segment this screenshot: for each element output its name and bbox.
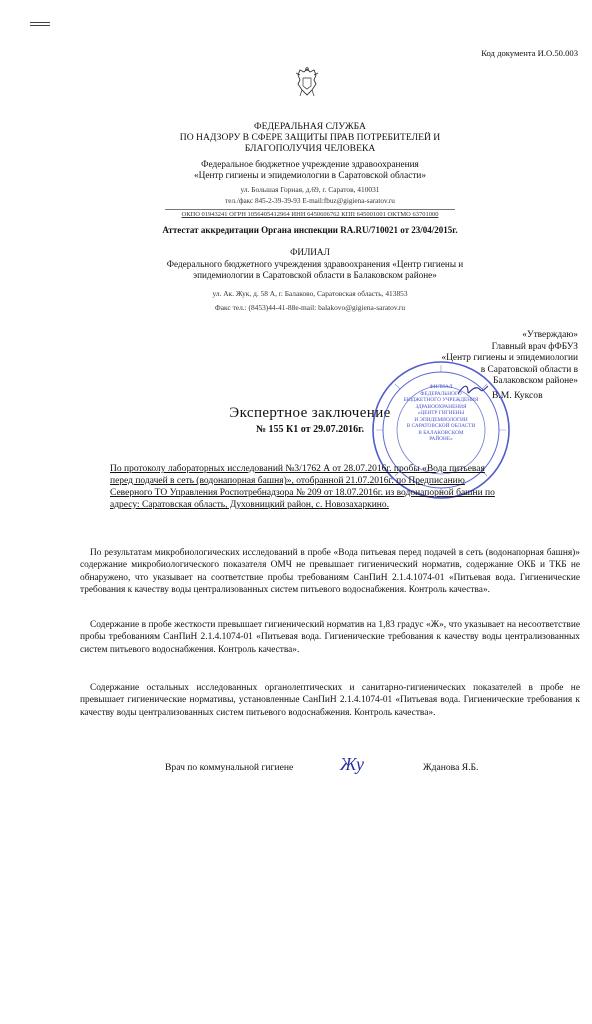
approval-line: Главный врач фФБУЗ bbox=[491, 341, 578, 352]
branch-address: ул. Ак. Жук, д. 58 А, г. Балаково, Саратовская область, 413853 bbox=[212, 289, 408, 298]
stamp-line: В САРАТОВСКОЙ ОБЛАСТИ bbox=[406, 423, 476, 429]
institution-line: «Центр гигиены и эпидемиологии в Саратовской области» bbox=[193, 171, 427, 181]
paragraph-hardness: Содержание в пробе жесткости превышает гигиенический норматив на 1,83 градус «Ж», что указывает на несоответствие пробы требованиям СанПиН 2.1.4.1074-01 «Питьевая вода. Гигиенические требования к качеству воды централизованных систем питьевого водоснабжения. Контроль качества». bbox=[80, 620, 580, 655]
divider bbox=[165, 209, 455, 210]
stamp-line: ФЕДЕРАЛЬНОГО bbox=[420, 390, 462, 397]
basis-line: адресу: Саратовская область, Духовницкий район, с. Новозахаркино. bbox=[110, 500, 389, 510]
institution-codes: ОКПО 01943241 ОГРН 1056405412964 ИНН 6450606762 КПП 645001001 ОКТМО 63701000 bbox=[181, 211, 439, 218]
coat-of-arms-icon bbox=[294, 66, 320, 98]
institution-name bbox=[140, 160, 480, 182]
agency-name bbox=[140, 121, 480, 154]
approval-line: «Утверждаю» bbox=[522, 330, 578, 340]
approval-line: «Центр гигиены и эпидемиологии bbox=[441, 353, 578, 364]
scan-mark bbox=[30, 22, 50, 27]
basis-text bbox=[110, 463, 570, 511]
approval-line: Балаковском районе» bbox=[492, 376, 578, 387]
basis-line: перед подачей в сеть (водонапорная башня)», отобранной 21.07.2016г. по Предписанию bbox=[110, 476, 465, 486]
signature: Жу bbox=[340, 754, 364, 774]
document-code: Код документа И.О.50.003 bbox=[481, 48, 578, 58]
conclusion-number: № 155 К1 от 29.07.2016г. bbox=[256, 424, 364, 435]
stamp-line: И ЭПИДЕМИОЛОГИИ bbox=[414, 416, 468, 423]
stamp-line: «ЦЕНТР ГИГИЕНЫ bbox=[417, 410, 465, 416]
paragraph-other-indicators: Содержание остальных исследованных органолептических и санитарно-гигиенических показателей в пробе не превышает гигиенические нормативы, установленные СанПиН 2.1.4.1074-01 «Питьевая вода. Гигиенические требования к качеству воды централизованных систем питьевого водоснабжения. Контроль качества». bbox=[80, 683, 580, 718]
approval-signer: В.М. Куксов bbox=[492, 390, 543, 401]
agency-line: БЛАГОПОЛУЧИЯ ЧЕЛОВЕКА bbox=[244, 143, 376, 154]
stamp-line: ФИЛИАЛ bbox=[429, 384, 453, 390]
basis-line: Северного ТО Управления Роспотребнадзора № 209 от 18.07.2016г. из водонапорной башни по bbox=[110, 488, 495, 498]
signer-name: Жданова Я.Б. bbox=[423, 762, 479, 773]
accreditation: Аттестат аккредитации Органа инспекции RA.RU/710021 от 23/04/2015г. bbox=[162, 225, 458, 235]
stamp-line: В БАЛАКОВСКОМ bbox=[418, 429, 464, 436]
branch-name-line: эпидемиологии в Саратовской области в Балаковском районе» bbox=[193, 270, 437, 280]
stamp-line: РАЙОНЕ» bbox=[429, 436, 453, 442]
agency-line: ПО НАДЗОРУ В СФЕРЕ ЗАЩИТЫ ПРАВ ПОТРЕБИТЕЛЕЙ И bbox=[179, 132, 441, 143]
paragraph-microbiology: По результатам микробиологических исследований в пробе «Вода питьевая перед подачей в сеть (водонапорная башня)» содержание микробиологического показателя ОМЧ не превышает гигиенический норматив, содержание ОКБ и ТКБ не обнаружено, что указывает на соответствие пробы требованиям СанПиН 2.1.4.1074-01 «Питьевая вода. Гигиенические требования к качеству воды централизованных систем питьевого водоснабжения. Контроль качества». bbox=[80, 548, 580, 596]
stamp-text bbox=[391, 384, 491, 443]
conclusion-title: Экспертное заключение bbox=[229, 405, 391, 421]
institution-line: Федеральное бюджетное учреждение здравоохранения bbox=[201, 160, 419, 170]
institution-contacts: тел./факс 845-2-39-39-93 E-mail:fbuz@gigiena-saratov.ru bbox=[225, 197, 395, 205]
branch-contacts: Факс тел.: (8453)44-41-88е-mail: balakovo@gigiena-saratov.ru bbox=[214, 303, 406, 312]
branch-name-line: Федерального бюджетного учреждения здравоохранения «Центр гигиены и bbox=[166, 259, 464, 269]
basis-line: По протоколу лабораторных исследований №3/1762 А от 28.07.2016г. пробы «Вода питьевая bbox=[110, 464, 485, 474]
agency-line: ФЕДЕРАЛЬНАЯ СЛУЖБА bbox=[254, 121, 366, 132]
stamp-line: ЗДРАВООХРАНЕНИЯ bbox=[415, 403, 467, 410]
signer-role: Врач по коммунальной гигиене bbox=[165, 762, 294, 773]
institution-address: ул. Большая Горная, д.69, г. Саратов, 410031 bbox=[240, 185, 380, 194]
branch-title: ФИЛИАЛ bbox=[290, 247, 330, 257]
stamp-line: БЮДЖЕТНОГО УЧРЕЖДЕНИЯ bbox=[403, 397, 479, 403]
branch-name bbox=[115, 259, 515, 281]
approval-line: в Саратовской области в bbox=[480, 364, 578, 375]
